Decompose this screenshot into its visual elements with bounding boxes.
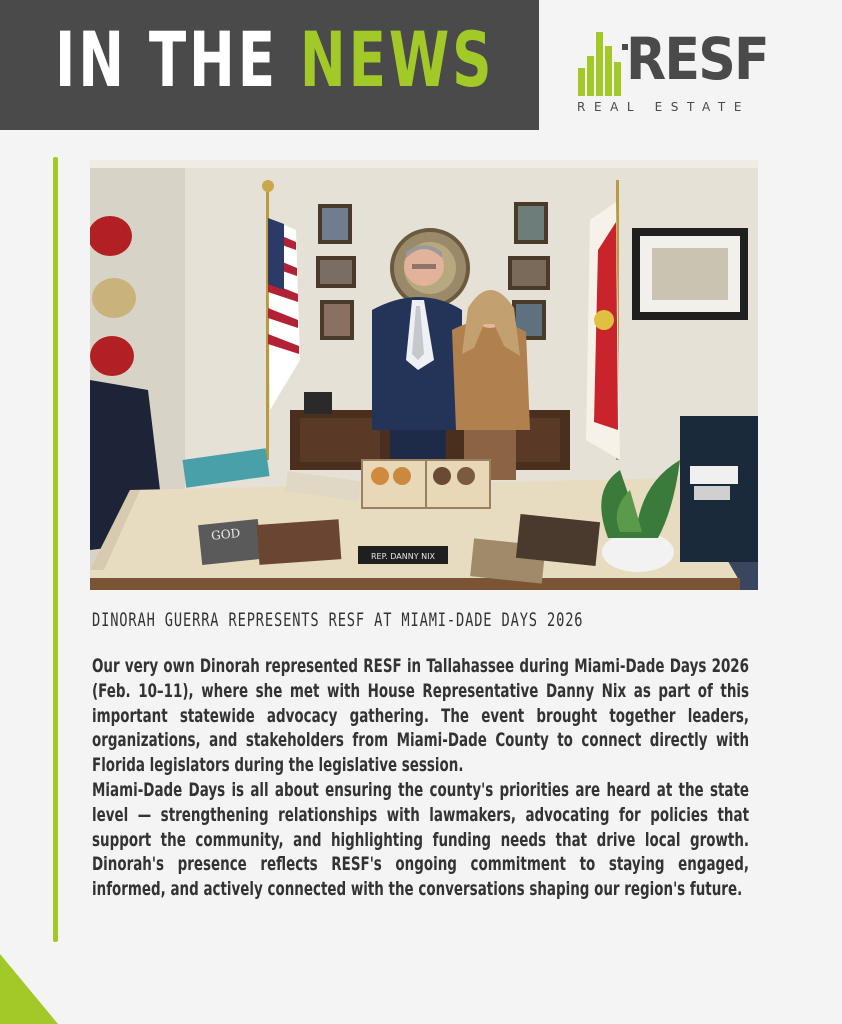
book-brown: [257, 519, 342, 565]
book-gray: [198, 519, 262, 565]
page-title: [55, 15, 495, 104]
article-paragraph-1: Our very own Dinorah represented RESF in Tallahassee during Miami-Dade Days 2026 (Feb. 10–11), where she met with House Representative Danny Nix as part of this important statewide advocacy gathering. The event brought together leaders, organizations, and stakeholders from Miami-Dade County to connect directly with Florida legislators during the legislative session.: [92, 655, 750, 777]
logo-name: RESF: [626, 25, 768, 93]
page-title-accent: NEWS: [299, 15, 495, 104]
article-paragraph-2: Miami-Dade Days is all about ensuring the county's priorities are heard at the state level — strengthening relationships with lawmakers, advocating for policies that support the community, and highlighting funding needs that drive local growth. Dinorah's presence reflects RESF's ongoing commitment to staying engaged, informed, and actively connected with the conversations shaping our region's future.: [92, 778, 750, 901]
donut-boxes: [362, 460, 490, 508]
news-photo: [90, 160, 758, 590]
nameplate-text: REP. DANNY NIX: [371, 552, 435, 561]
page-title-part1: IN THE: [55, 15, 300, 104]
article-headline: DINORAH GUERRA REPRESENTS RESF AT MIAMI-DADE DAYS 2026: [92, 609, 584, 631]
article-body: [92, 654, 749, 902]
corner-accent: [0, 954, 58, 1024]
accent-side-line: [53, 157, 58, 942]
book-title: GOD: [210, 525, 241, 543]
logo-tagline: REAL ESTATE: [577, 100, 751, 114]
building-bars-icon: [576, 32, 628, 96]
resf-logo: [576, 25, 786, 120]
florida-flag: [586, 180, 620, 460]
